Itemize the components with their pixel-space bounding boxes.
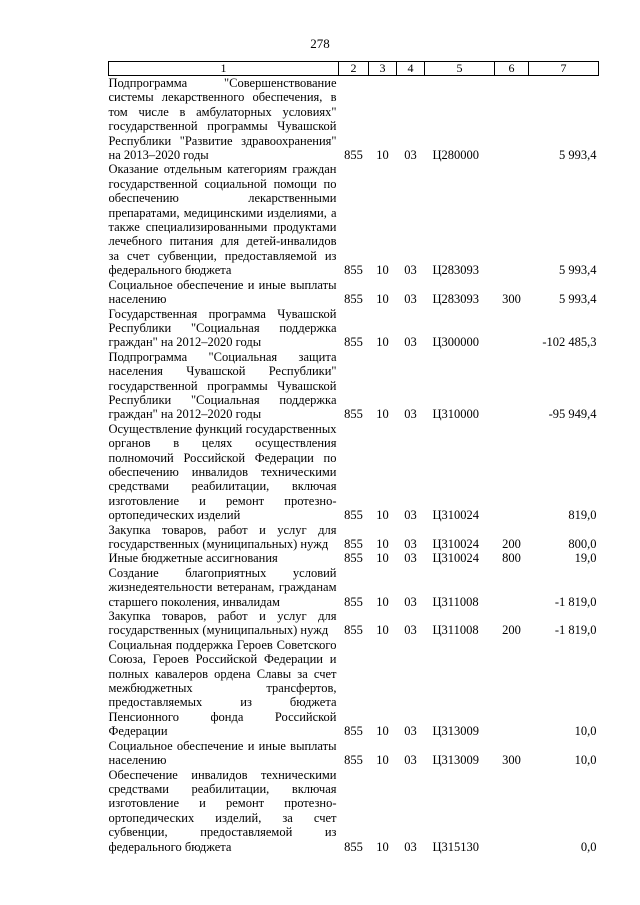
cell-target: Ц310024 — [432, 551, 480, 566]
row-name: Обеспечение инвалидов техническими средствами реабилитации, включая изготовление и ремонт протезно-ортопедических изделий, за счет субвенции, предоставляемой из федерального бюджета — [108, 767, 337, 854]
cell-target: Ц313009 — [432, 753, 480, 768]
cell-subsection: 03 — [404, 335, 417, 350]
table-row — [109, 768, 599, 854]
row-name: Подпрограмма "Совершенствование системы лекарственного обеспечения, в том числе в амбулаторных условиях" государственной программы Чувашской Республики "Развитие здравоохранения" на 2013–2020 годы — [108, 76, 337, 163]
cell-section: 10 — [376, 407, 389, 422]
row-name: Создание благоприятных условий жизнедеятельности ветеранам, гражданам старшего поколения, инвалидам — [108, 565, 337, 609]
table-row — [109, 739, 599, 768]
cell-target: Ц315130 — [432, 839, 480, 854]
table-row — [109, 566, 599, 609]
cell-section: 10 — [376, 623, 389, 638]
cell-amount: 5 993,4 — [559, 263, 597, 278]
cell-target: Ц313009 — [432, 724, 480, 739]
cell-section: 10 — [376, 292, 389, 307]
row-name: Осуществление функций государственных органов в целях осуществления полномочий Российской Федерации по обеспечению инвалидов техническими средствами реабилитации, включая изготовление и ремонт протезно-ортопедических изделий — [108, 421, 337, 523]
cell-expense-type — [495, 162, 529, 277]
cell-expense-type: 300 — [502, 292, 521, 307]
cell-expense-type: 200 — [502, 537, 521, 551]
table-row — [109, 162, 599, 277]
cell-admin: 855 — [344, 508, 363, 523]
cell-section: 10 — [376, 594, 389, 609]
cell-section: 10 — [376, 508, 389, 523]
cell-admin: 855 — [344, 753, 363, 768]
table-row — [109, 523, 599, 552]
page-number: 278 — [310, 36, 330, 51]
row-name: Социальная поддержка Героев Советского Союза, Героев Российской Федерации и полных кавалеров ордена Славы за счет межбюджетных трансфертов, предоставляемых из бюджета Пенсионного фонда Российской Федерации — [108, 637, 337, 739]
cell-admin: 855 — [344, 724, 363, 739]
cell-amount: 0,0 — [580, 839, 597, 854]
column-header: 1 — [109, 62, 339, 76]
cell-expense-type — [495, 566, 529, 609]
cell-admin: 855 — [344, 263, 363, 278]
cell-subsection: 03 — [404, 508, 417, 523]
cell-target: Ц310000 — [432, 407, 480, 422]
cell-subsection: 03 — [404, 839, 417, 854]
table-row — [109, 422, 599, 523]
header-row — [109, 62, 599, 76]
cell-subsection: 03 — [404, 292, 417, 307]
row-name: Закупка товаров, работ и услуг для государственных (муниципальных) нужд — [108, 609, 337, 638]
cell-admin: 855 — [344, 537, 363, 551]
table-row — [109, 551, 599, 565]
cell-target: Ц311008 — [432, 623, 479, 638]
cell-section: 10 — [376, 537, 389, 551]
cell-target: Ц300000 — [432, 335, 480, 350]
cell-amount: 10,0 — [574, 753, 597, 768]
cell-admin: 855 — [344, 623, 363, 638]
row-name: Подпрограмма "Социальная защита населения Чувашской Республики" государственной программы Чувашской Республики "Социальная поддержка граждан" на 2012–2020 годы — [108, 349, 337, 422]
row-name: Социальное обеспечение и иные выплаты населению — [108, 277, 337, 307]
cell-admin: 855 — [344, 335, 363, 350]
table-header — [109, 62, 599, 76]
cell-target: Ц310024 — [432, 537, 480, 551]
column-header: 6 — [495, 62, 529, 76]
column-header: 7 — [529, 62, 599, 76]
cell-expense-type — [495, 307, 529, 350]
cell-admin: 855 — [344, 839, 363, 854]
cell-subsection: 03 — [404, 407, 417, 422]
cell-admin: 855 — [344, 407, 363, 422]
cell-target: Ц310024 — [432, 508, 480, 523]
cell-subsection: 03 — [404, 724, 417, 739]
cell-subsection: 03 — [404, 753, 417, 768]
cell-amount: -1 819,0 — [554, 623, 597, 638]
cell-amount: 19,0 — [574, 551, 597, 566]
table-row — [109, 278, 599, 307]
cell-target: Ц283093 — [432, 292, 480, 307]
row-name: Социальное обеспечение и иные выплаты населению — [108, 738, 337, 768]
cell-subsection: 03 — [404, 148, 417, 163]
row-name: Государственная программа Чувашской Республики "Социальная поддержка граждан" на 2012–2020 годы — [108, 306, 337, 350]
cell-amount: 800,0 — [568, 537, 597, 551]
row-name: Иные бюджетные ассигнования — [108, 551, 278, 566]
table-row — [109, 638, 599, 739]
cell-expense-type — [495, 350, 529, 422]
cell-section: 10 — [376, 753, 389, 768]
column-header: 2 — [339, 62, 369, 76]
cell-amount: -102 485,3 — [542, 335, 597, 350]
table-row — [109, 350, 599, 422]
cell-section: 10 — [376, 724, 389, 739]
cell-expense-type — [495, 638, 529, 739]
cell-target: Ц280000 — [432, 148, 480, 163]
cell-subsection: 03 — [404, 263, 417, 278]
budget-table — [108, 61, 599, 854]
cell-admin: 855 — [344, 148, 363, 163]
cell-subsection: 03 — [404, 537, 417, 551]
cell-amount: 10,0 — [574, 724, 597, 739]
cell-admin: 855 — [344, 594, 363, 609]
cell-subsection: 03 — [404, 551, 417, 566]
cell-expense-type — [495, 422, 529, 523]
cell-section: 10 — [376, 148, 389, 163]
cell-expense-type: 200 — [502, 623, 521, 638]
cell-amount: 5 993,4 — [559, 292, 597, 307]
table-row — [109, 609, 599, 638]
cell-subsection: 03 — [404, 623, 417, 638]
cell-section: 10 — [376, 335, 389, 350]
table-row — [109, 76, 599, 163]
cell-section: 10 — [376, 839, 389, 854]
cell-expense-type — [495, 768, 529, 854]
cell-amount: 819,0 — [568, 508, 597, 523]
table-row — [109, 307, 599, 350]
cell-expense-type: 300 — [502, 753, 521, 768]
cell-section: 10 — [376, 263, 389, 278]
cell-subsection: 03 — [404, 594, 417, 609]
cell-expense-type — [495, 76, 529, 163]
row-name: Закупка товаров, работ и услуг для государственных (муниципальных) нужд — [108, 522, 337, 551]
cell-expense-type: 800 — [502, 551, 521, 566]
cell-amount: -95 949,4 — [548, 407, 597, 422]
cell-admin: 855 — [344, 551, 363, 566]
cell-amount: 5 993,4 — [559, 148, 597, 163]
cell-target: Ц283093 — [432, 263, 480, 278]
cell-admin: 855 — [344, 292, 363, 307]
column-header: 4 — [397, 62, 425, 76]
row-name: Оказание отдельным категориям граждан государственной социальной помощи по обеспечению лекарственными препаратами, медицинскими изделиями, а также специализированными продуктами лечебного питания для детей-инвалидов за счет субвенции, предоставляемой из федерального бюджета — [108, 162, 337, 278]
column-header: 5 — [425, 62, 495, 76]
cell-target: Ц311008 — [432, 594, 479, 609]
cell-amount: -1 819,0 — [554, 594, 597, 609]
cell-section: 10 — [376, 551, 389, 566]
table-body — [109, 76, 599, 854]
column-header: 3 — [369, 62, 397, 76]
